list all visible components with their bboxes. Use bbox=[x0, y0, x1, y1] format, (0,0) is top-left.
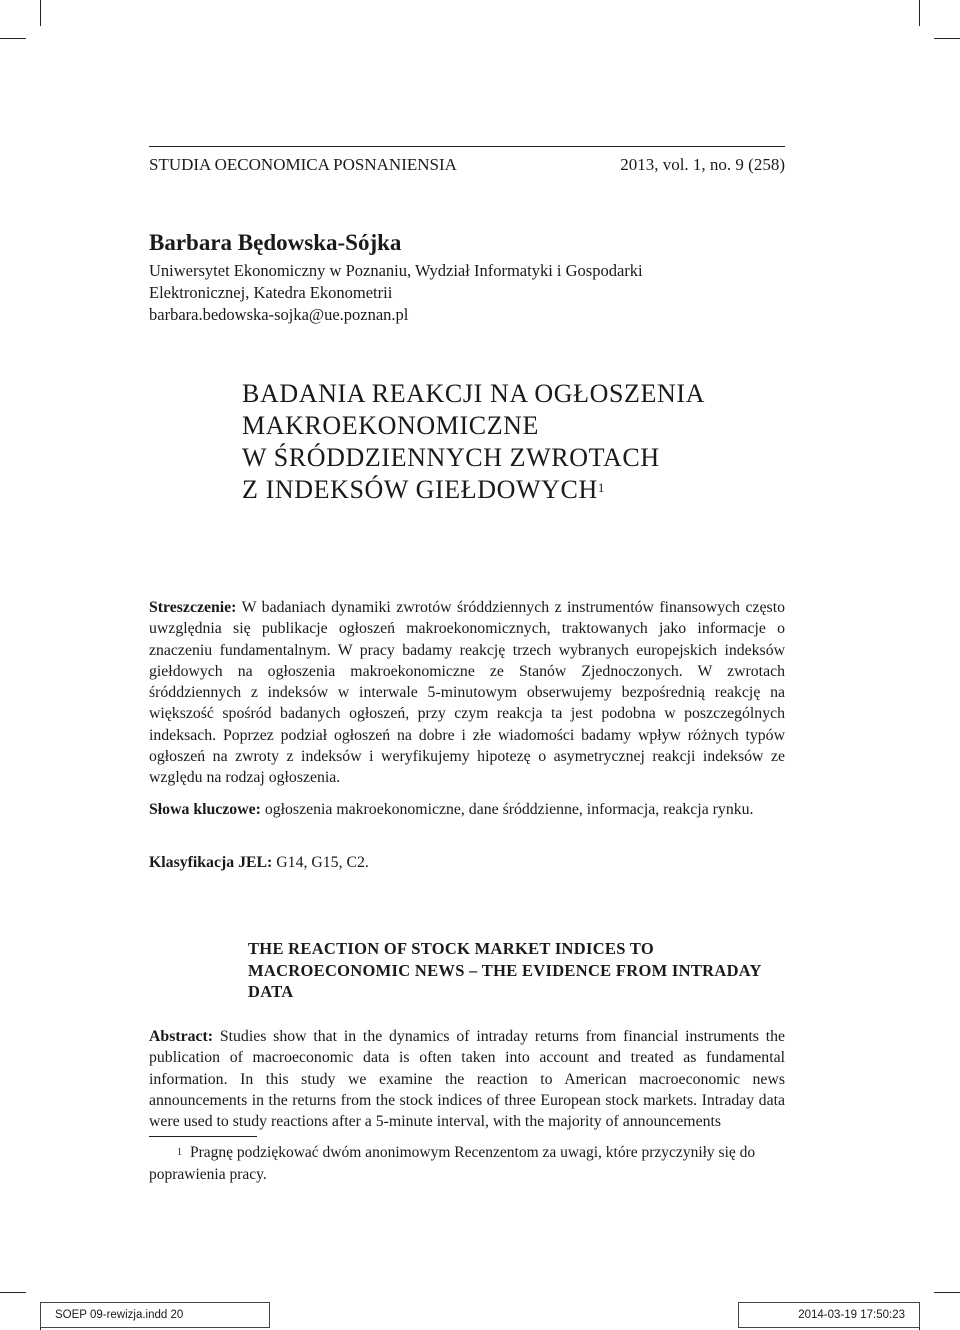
crop-mark bbox=[934, 1292, 960, 1293]
title-line: Z INDEKSÓW GIEŁDOWYCH$^1$ bbox=[242, 475, 605, 504]
title-line: THE REACTION OF STOCK MARKET INDICES TO bbox=[248, 939, 654, 958]
jel-label: Klasyfikacja JEL: bbox=[149, 854, 273, 871]
keywords-label: Słowa kluczowe: bbox=[149, 801, 261, 818]
crop-mark bbox=[919, 0, 920, 26]
issue-info: 2013, vol. 1, no. 9 (258) bbox=[620, 155, 785, 174]
crop-mark bbox=[0, 38, 26, 39]
abstract-label: Abstract: bbox=[149, 1028, 214, 1045]
keywords bbox=[149, 799, 785, 820]
author-block bbox=[149, 230, 799, 326]
abstract-text: Studies show that in the dynamics of intraday returns from financial instruments the publication of macroeconomic data is often taken into account and treated as fundamental information. In this study we examine the reaction to American macroeconomic news announcements in the returns from the stock indices of three European stock markets. Intraday data were used to study reactions after a 5-minute interval, with the majority of announcements bbox=[149, 1028, 785, 1131]
author-name: Barbara Będowska-Sójka bbox=[149, 230, 402, 255]
footnote-text: Pragnę podziękować dwóm anonimowym Recenzentom za uwagi, które przyczyniły się do poprawienia pracy. bbox=[149, 1144, 756, 1183]
title-line: DATA bbox=[248, 982, 294, 1001]
affiliation-line: Elektronicznej, Katedra Ekonometrii bbox=[149, 283, 393, 302]
abstract-text: W badaniach dynamiki zwrotów śróddziennych z instrumentów finansowych często uwzględnia się publikacje ogłoszeń makroekonomicznych, traktowanych jako informacje o znaczeniu fundamentalnym. W pracy badamy reakcję trzech wybranych europejskich indeksów giełdowych na ogłoszenia makroekonomiczne ze Stanów Zjednoczonych. W zwrotach śróddziennych z indeksów w interwale 5-minutowym obserwujemy bezpośrednią reakcję na większość spośród badanych ogłoszeń, przy czym reakcja ta jest podobna w poszczególnych indeksach. Poprzez podział ogłoszeń na dobre i złe wiadomości badamy wpływ różnych typów ogłoszeń na zwroty z indeksów i weryfikujemy hipotezę o asymetrycznej reakcji indeksów ze względu na rodzaj ogłoszenia. bbox=[149, 599, 785, 787]
slug-file: SOEP 09-rewizja.indd 20 bbox=[40, 1302, 270, 1328]
abstract-pl bbox=[149, 597, 785, 789]
footnote-rule bbox=[149, 1136, 257, 1137]
title-line: MACROECONOMIC NEWS – THE EVIDENCE FROM INTRADAY bbox=[248, 960, 762, 980]
crop-mark bbox=[934, 38, 960, 39]
footnote-ref[interactable]: 1 bbox=[597, 480, 605, 495]
journal-name: STUDIA OECONOMICA POSNANIENSIA bbox=[149, 155, 457, 174]
affiliation-line: Uniwersytet Ekonomiczny w Poznaniu, Wydział Informatyki i Gospodarki bbox=[149, 261, 643, 280]
crop-mark bbox=[40, 0, 41, 26]
author-email[interactable]: barbara.bedowska-sojka@ue.poznan.pl bbox=[149, 305, 409, 324]
running-header bbox=[149, 146, 785, 175]
slug-date: 2014-03-19 17:50:23 bbox=[738, 1302, 920, 1328]
english-title bbox=[248, 938, 768, 1003]
jel-text: G14, G15, C2. bbox=[272, 854, 369, 871]
footnote-mark: 1 bbox=[177, 1147, 182, 1158]
crop-mark bbox=[0, 1292, 26, 1293]
abstract-en bbox=[149, 1026, 785, 1132]
title-line: BADANIA REAKCJI NA OGŁOSZENIA bbox=[242, 379, 706, 408]
keywords-text: ogłoszenia makroekonomiczne, dane śróddzienne, informacja, reakcja rynku. bbox=[260, 801, 754, 818]
abstract-label: Streszczenie: bbox=[149, 599, 237, 616]
title-line: W ŚRÓDDZIENNYCH ZWROTACH bbox=[242, 443, 660, 472]
paper-title bbox=[242, 378, 802, 506]
title-line: MAKROEKONOMICZNE bbox=[242, 411, 540, 440]
footnote bbox=[149, 1142, 785, 1185]
jel-classification bbox=[149, 852, 785, 873]
